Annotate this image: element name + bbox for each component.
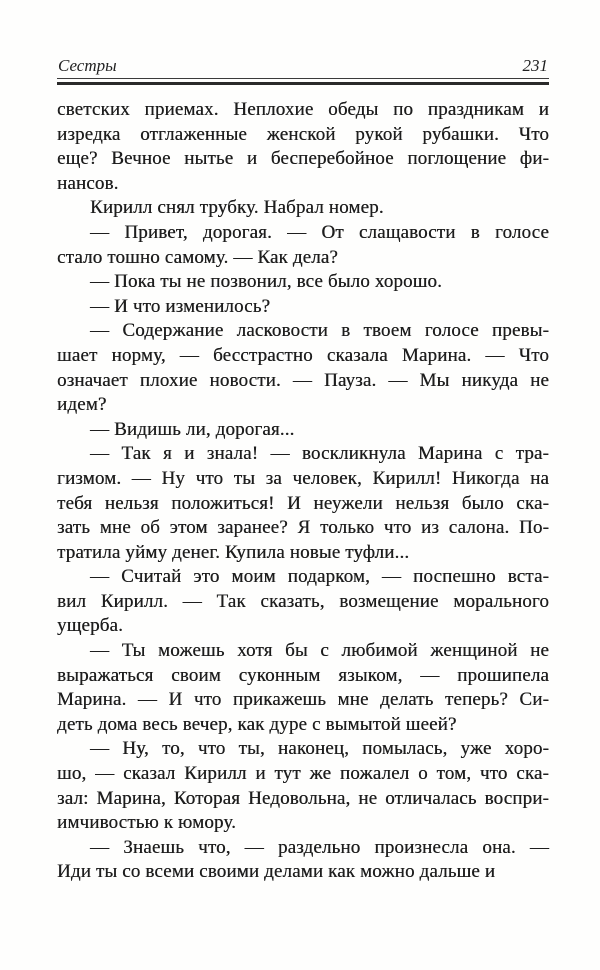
text-line: идем?: [57, 394, 107, 416]
paragraph: [57, 295, 549, 320]
text-line: вил Кирилл. — Так сказать, возмещение морального: [57, 590, 549, 612]
text-line: ущерба.: [57, 615, 123, 637]
text-line: изредка отглаженные женской рукой рубашки. Что: [57, 123, 549, 145]
text-line: — Привет, дорогая. — От слащавости в голосе: [90, 221, 549, 243]
text-line: зал: Марина, Которая Недовольна, не отличалась воспри-: [57, 787, 549, 809]
paragraph: [57, 270, 549, 295]
text-line: имчивостью к юмору.: [57, 812, 236, 834]
text-line: светских приемах. Неплохие обеды по праздникам и: [57, 99, 549, 120]
text-line: тебя нельзя положиться! И неужели нельзя было ска-: [57, 492, 549, 514]
text-line: — Так я и знала! — воскликнула Марина с тра-: [90, 443, 549, 465]
text-line: деть дома весь вечер, как дуре с вымытой шеей?: [57, 713, 457, 735]
text-block: [57, 98, 549, 885]
running-title: Сестры: [58, 56, 117, 75]
text-line: зать мне об этом заранее? Я только что из салона. По-: [57, 517, 549, 539]
text-line: Иди ты со всеми своими делами как можно дальше и: [57, 861, 496, 883]
text-line: гизмом. — Ну что ты за человек, Кирилл! Никогда на: [57, 467, 549, 489]
text-line: выражаться своим суконным языком, — прошипела: [57, 664, 549, 686]
text-line: — Ты можешь хотя бы с любимой женщиной не: [90, 640, 549, 662]
page-header: [57, 56, 549, 76]
paragraph: [57, 442, 549, 565]
text-line: нансов.: [57, 172, 119, 194]
text-line: — Знаешь что, — раздельно произнесла она. —: [90, 836, 549, 858]
text-line: еще? Вечное нытье и бесперебойное поглощение фи-: [57, 148, 549, 170]
paragraph: [57, 737, 549, 835]
header-rule-thin: [57, 78, 549, 79]
paragraph: [57, 98, 549, 196]
text-line: Кирилл снял трубку. Набрал номер.: [90, 197, 384, 219]
header-rule-thick: [57, 82, 549, 85]
text-line: — Содержание ласковости в твоем голосе превы-: [90, 320, 549, 342]
text-line: — Считай это моим подарком, — поспешно вста-: [90, 566, 549, 588]
text-line: — Видишь ли, дорогая...: [90, 418, 295, 440]
text-line: — Ну, то, что ты, наконец, помылась, уже хоро-: [90, 738, 549, 760]
paragraph: [57, 639, 549, 737]
text-line: означает плохие новости. — Пауза. — Мы никуда не: [57, 369, 549, 391]
text-line: стало тошно самому. — Как дела?: [57, 246, 338, 268]
paragraph: [57, 836, 549, 885]
paragraph: [57, 418, 549, 443]
text-line: тратила уйму денег. Купила новые туфли...: [57, 541, 410, 563]
paragraph: [57, 565, 549, 639]
text-line: — И что изменилось?: [90, 295, 271, 317]
text-line: шо, — сказал Кирилл и тут же пожалел о том, что ска-: [57, 763, 549, 785]
text-line: Марина. — И что прикажешь мне делать теперь? Си-: [57, 689, 549, 711]
paragraph: [57, 319, 549, 417]
paragraph: [57, 196, 549, 221]
paragraph: [57, 221, 549, 270]
text-line: — Пока ты не позвонил, все было хорошо.: [90, 271, 442, 293]
text-line: шает норму, — бесстрастно сказала Марина. — Что: [57, 344, 549, 366]
page-number: 231: [522, 56, 548, 75]
